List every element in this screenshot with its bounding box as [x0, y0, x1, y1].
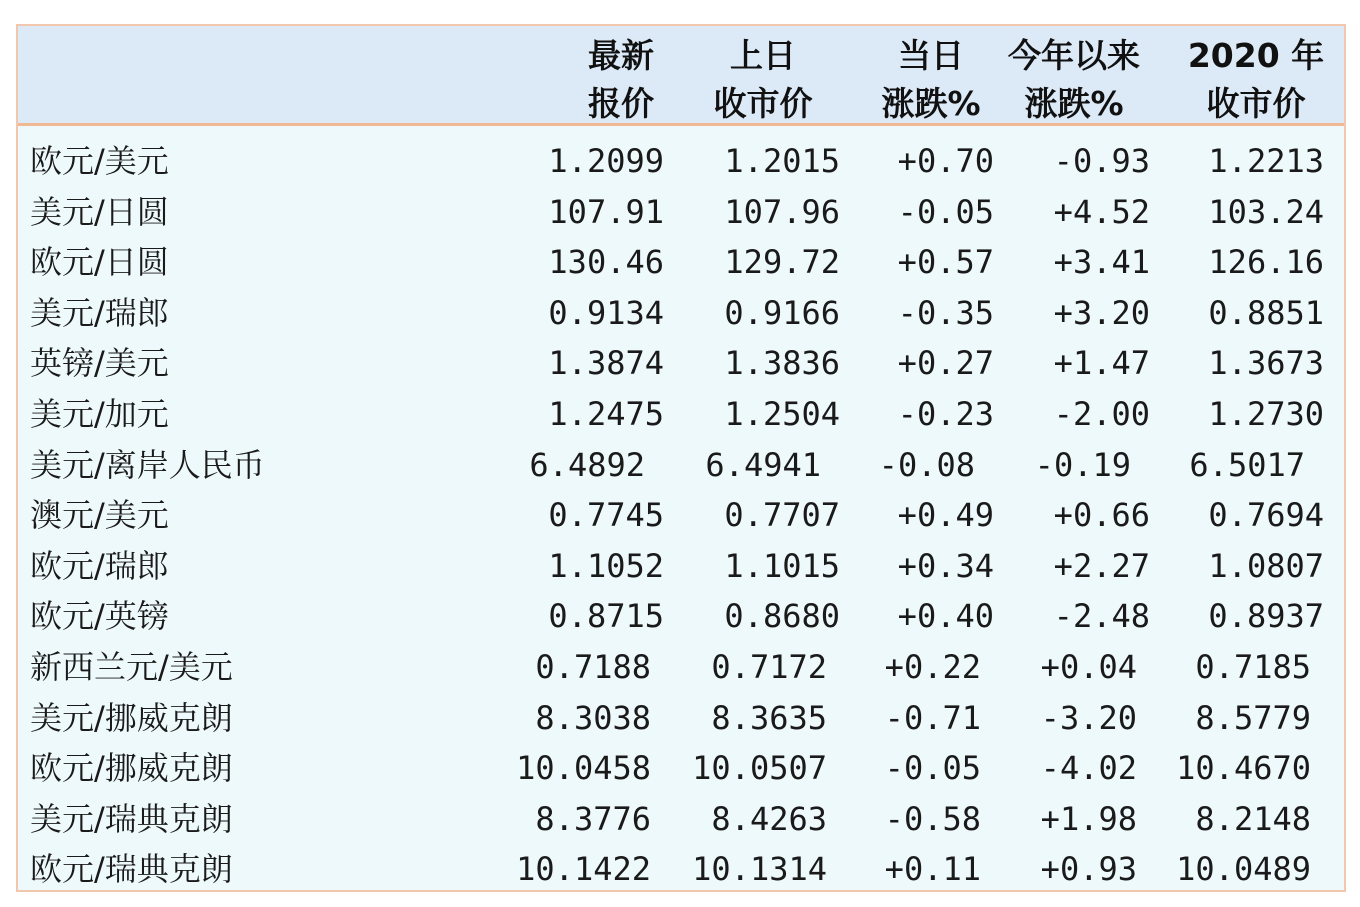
- cell-close-2020: 0.7185: [1195, 648, 1311, 686]
- cell-close-2020: 0.8851: [1208, 293, 1324, 332]
- header-latest-quote: 最新 报价: [588, 36, 654, 123]
- table-row: [18, 136, 1344, 187]
- table-row: [18, 237, 1344, 288]
- cell-day-change: +0.27: [897, 344, 994, 383]
- cell-latest: 107.91: [548, 192, 664, 231]
- cell-pair: 美元/瑞典克朗: [30, 799, 233, 838]
- cell-day-change: +0.22: [884, 648, 981, 686]
- cell-day-change: +0.57: [897, 243, 994, 282]
- cell-ytd-change: +4.52: [1053, 192, 1150, 231]
- table-row: [18, 541, 1344, 592]
- table-row: [18, 490, 1344, 541]
- cell-day-change: -0.58: [884, 799, 981, 838]
- header-close-2020: 2020 年 收市价: [1187, 36, 1325, 123]
- cell-ytd-change: +0.66: [1053, 496, 1150, 535]
- cell-latest: 130.46: [548, 243, 664, 282]
- cell-ytd-change: -0.19: [1034, 445, 1131, 484]
- cell-latest: 0.7745: [548, 496, 664, 535]
- table-row: [18, 642, 1344, 693]
- cell-prev-close: 10.0507: [692, 749, 827, 788]
- cell-pair: 欧元/日圆: [30, 243, 169, 282]
- cell-prev-close: 107.96: [724, 192, 840, 231]
- cell-day-change: -0.23: [897, 395, 994, 433]
- cell-ytd-change: +1.98: [1040, 799, 1137, 838]
- cell-pair: 美元/加元: [30, 395, 169, 433]
- cell-close-2020: 10.0489: [1176, 850, 1311, 889]
- cell-prev-close: 0.7172: [711, 648, 827, 686]
- cell-prev-close: 129.72: [724, 243, 840, 282]
- cell-pair: 美元/离岸人民币: [30, 445, 265, 484]
- cell-ytd-change: +0.93: [1040, 850, 1137, 889]
- cell-latest: 10.1422: [516, 850, 651, 889]
- cell-close-2020: 126.16: [1208, 243, 1324, 282]
- cell-latest: 1.2099: [548, 142, 664, 180]
- cell-close-2020: 103.24: [1208, 192, 1324, 231]
- cell-close-2020: 1.2730: [1208, 395, 1324, 433]
- table-row: [18, 338, 1344, 389]
- cell-day-change: -0.71: [884, 698, 981, 737]
- cell-close-2020: 8.2148: [1195, 799, 1311, 838]
- cell-pair: 欧元/美元: [30, 142, 169, 180]
- cell-close-2020: 6.5017: [1189, 445, 1305, 484]
- cell-pair: 澳元/美元: [30, 496, 169, 535]
- cell-prev-close: 6.4941: [705, 445, 821, 484]
- cell-day-change: -0.05: [884, 749, 981, 788]
- cell-pair: 美元/日圆: [30, 192, 169, 231]
- cell-day-change: +0.11: [884, 850, 981, 889]
- cell-close-2020: 8.5779: [1195, 698, 1311, 737]
- header-day-change: 当日 涨跌%: [881, 36, 981, 123]
- cell-latest: 6.4892: [529, 445, 645, 484]
- cell-day-change: +0.49: [897, 496, 994, 535]
- cell-prev-close: 1.2015: [724, 142, 840, 180]
- cell-close-2020: 10.4670: [1176, 749, 1311, 788]
- table-row: [18, 440, 1344, 491]
- table-row: [18, 187, 1344, 238]
- cell-ytd-change: -2.00: [1053, 395, 1150, 433]
- fx-rates-table: [16, 24, 1346, 892]
- cell-latest: 8.3038: [535, 698, 651, 737]
- cell-day-change: +0.34: [897, 546, 994, 585]
- cell-pair: 欧元/挪威克朗: [30, 749, 233, 788]
- cell-day-change: +0.40: [897, 597, 994, 636]
- cell-ytd-change: +3.41: [1053, 243, 1150, 282]
- table-row: [18, 794, 1344, 845]
- cell-latest: 10.0458: [516, 749, 651, 788]
- cell-latest: 0.7188: [535, 648, 651, 686]
- table-row: [18, 288, 1344, 339]
- cell-latest: 1.2475: [548, 395, 664, 433]
- cell-day-change: -0.05: [897, 192, 994, 231]
- cell-prev-close: 0.7707: [724, 496, 840, 535]
- table-row: [18, 693, 1344, 744]
- table-row: [18, 844, 1344, 895]
- table-header: [18, 26, 1344, 126]
- table-row: [18, 743, 1344, 794]
- cell-prev-close: 0.8680: [724, 597, 840, 636]
- cell-close-2020: 0.8937: [1208, 597, 1324, 636]
- cell-day-change: -0.35: [897, 293, 994, 332]
- cell-pair: 英镑/美元: [30, 344, 169, 383]
- cell-prev-close: 8.4263: [711, 799, 827, 838]
- cell-pair: 欧元/瑞郎: [30, 546, 169, 585]
- cell-pair: 新西兰元/美元: [30, 648, 233, 686]
- cell-pair: 欧元/瑞典克朗: [30, 850, 233, 889]
- cell-ytd-change: -0.93: [1053, 142, 1150, 180]
- cell-ytd-change: +0.04: [1040, 648, 1137, 686]
- cell-pair: 欧元/英镑: [30, 597, 169, 636]
- cell-close-2020: 0.7694: [1208, 496, 1324, 535]
- cell-pair: 美元/瑞郎: [30, 293, 169, 332]
- cell-close-2020: 1.3673: [1208, 344, 1324, 383]
- cell-ytd-change: -4.02: [1040, 749, 1137, 788]
- cell-ytd-change: -3.20: [1040, 698, 1137, 737]
- cell-latest: 0.8715: [548, 597, 664, 636]
- cell-prev-close: 1.1015: [724, 546, 840, 585]
- cell-ytd-change: +3.20: [1053, 293, 1150, 332]
- table-row: [18, 591, 1344, 642]
- cell-ytd-change: +2.27: [1053, 546, 1150, 585]
- cell-day-change: +0.70: [897, 142, 994, 180]
- cell-prev-close: 10.1314: [692, 850, 827, 889]
- table-row: [18, 389, 1344, 440]
- cell-prev-close: 1.2504: [724, 395, 840, 433]
- header-ytd-change: 今年以来 涨跌%: [1008, 36, 1140, 123]
- cell-prev-close: 1.3836: [724, 344, 840, 383]
- cell-latest: 1.1052: [548, 546, 664, 585]
- cell-close-2020: 1.0807: [1208, 546, 1324, 585]
- cell-close-2020: 1.2213: [1208, 142, 1324, 180]
- cell-day-change: -0.08: [878, 445, 975, 484]
- cell-latest: 8.3776: [535, 799, 651, 838]
- cell-prev-close: 8.3635: [711, 698, 827, 737]
- cell-ytd-change: -2.48: [1053, 597, 1150, 636]
- header-prev-close: 上日 收市价: [713, 36, 813, 123]
- cell-prev-close: 0.9166: [724, 293, 840, 332]
- cell-pair: 美元/挪威克朗: [30, 698, 233, 737]
- cell-ytd-change: +1.47: [1053, 344, 1150, 383]
- cell-latest: 0.9134: [548, 293, 664, 332]
- cell-latest: 1.3874: [548, 344, 664, 383]
